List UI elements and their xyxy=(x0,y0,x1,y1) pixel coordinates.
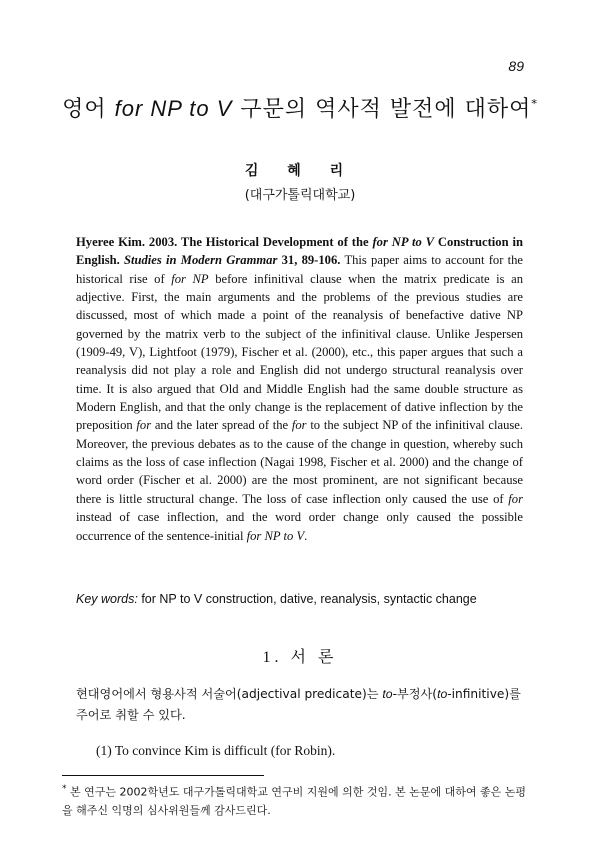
intro-text: -부정사( xyxy=(392,687,438,701)
author-affiliation: (대구가톨릭대학교) xyxy=(244,188,356,203)
title-footnote-mark: * xyxy=(531,97,538,111)
intro-paragraph xyxy=(76,684,528,726)
footnote-divider xyxy=(62,775,264,776)
title-ko-before: 영어 xyxy=(62,97,107,122)
citation-part: 31, 89-106. xyxy=(281,253,341,268)
title-ko-after: 구문의 역사적 발전에 대하여 xyxy=(240,97,532,122)
footnote-mark: * xyxy=(62,784,67,794)
abstract-italic: for xyxy=(291,418,307,433)
abstract-text: instead of case inflection, and the word order change only caused the possible occurrence of the sentence-initial xyxy=(76,510,523,543)
abstract-text: before infinitival clause when the matrix predicate is an adjective. First, the main arguments and the problems of the previous studies are discussed, most of which made a point of the reanalysis of benefactive dative NP governed by the matrix verb to the subject of the infinitival clause. Unlike Jespersen (1909-49, V), Lightfoot (1979), Fischer et al. (2000), etc., this paper argues that such a reanalysis did not play a role and English did not undergo structural reanalysis over time. It is also argued that Old and Middle English had the same double structure as Modern English, and that the only change is the replacement of dative inflection by the preposition xyxy=(76,271,523,433)
citation-part: Construction in English. xyxy=(76,235,523,268)
footnote xyxy=(62,780,532,820)
abstract-text: This paper aims to account for the historical rise of xyxy=(76,253,523,286)
abstract-italic: for NP xyxy=(171,271,209,286)
intro-italic: to xyxy=(437,687,448,701)
keywords xyxy=(76,592,536,606)
abstract-text: to the subject NP of the infinitival clause. Moreover, the previous debates as to the cause of the change in question, whereby such claims as the loss of case inflection (Nagai 1998, Fischer et al. 2000) and the change of word order (Fischer et al. 2000) are the most prominent, are not significant because there is little structural change. The loss of case inflection only caused the use of xyxy=(76,418,524,506)
citation-part: Hyeree Kim. 2003. The Historical Development of the xyxy=(76,235,369,249)
author-name: 김 혜 리 xyxy=(244,163,356,179)
keywords-label: Key words: xyxy=(76,592,138,606)
page-number: 89 xyxy=(508,58,524,74)
citation-journal: Studies in Modern Grammar xyxy=(124,253,278,268)
intro-italic: to xyxy=(382,687,393,701)
footnote-text: 본 연구는 2002학년도 대구가톨릭대학교 연구비 지원에 의한 것임. 본 논문에 대하여 좋은 논평을 해주신 익명의 심사위원들께 감사드린다. xyxy=(62,785,526,817)
intro-text: -infinitive)를 주어로 취할 수 있다. xyxy=(76,687,521,722)
title-construction: for NP to V xyxy=(114,96,233,121)
citation-construction: for NP to V xyxy=(372,235,435,249)
keywords-value: for NP to V construction, dative, reanalysis, syntactic change xyxy=(141,592,477,606)
abstract-italic: for NP to V xyxy=(246,528,305,543)
abstract-italic: for xyxy=(508,491,523,506)
abstract-italic: for xyxy=(136,418,152,433)
abstract-text: . xyxy=(304,528,308,543)
example-sentence: (1) To convince Kim is difficult (for Robin). xyxy=(96,743,336,758)
abstract-text: and the later spread of the xyxy=(154,418,289,433)
abstract xyxy=(76,233,523,545)
paper-title xyxy=(0,92,600,123)
intro-text: 현대영어에서 형용사적 서술어(adjectival predicate)는 xyxy=(76,687,379,701)
section-heading: 1. 서 론 xyxy=(262,649,338,666)
